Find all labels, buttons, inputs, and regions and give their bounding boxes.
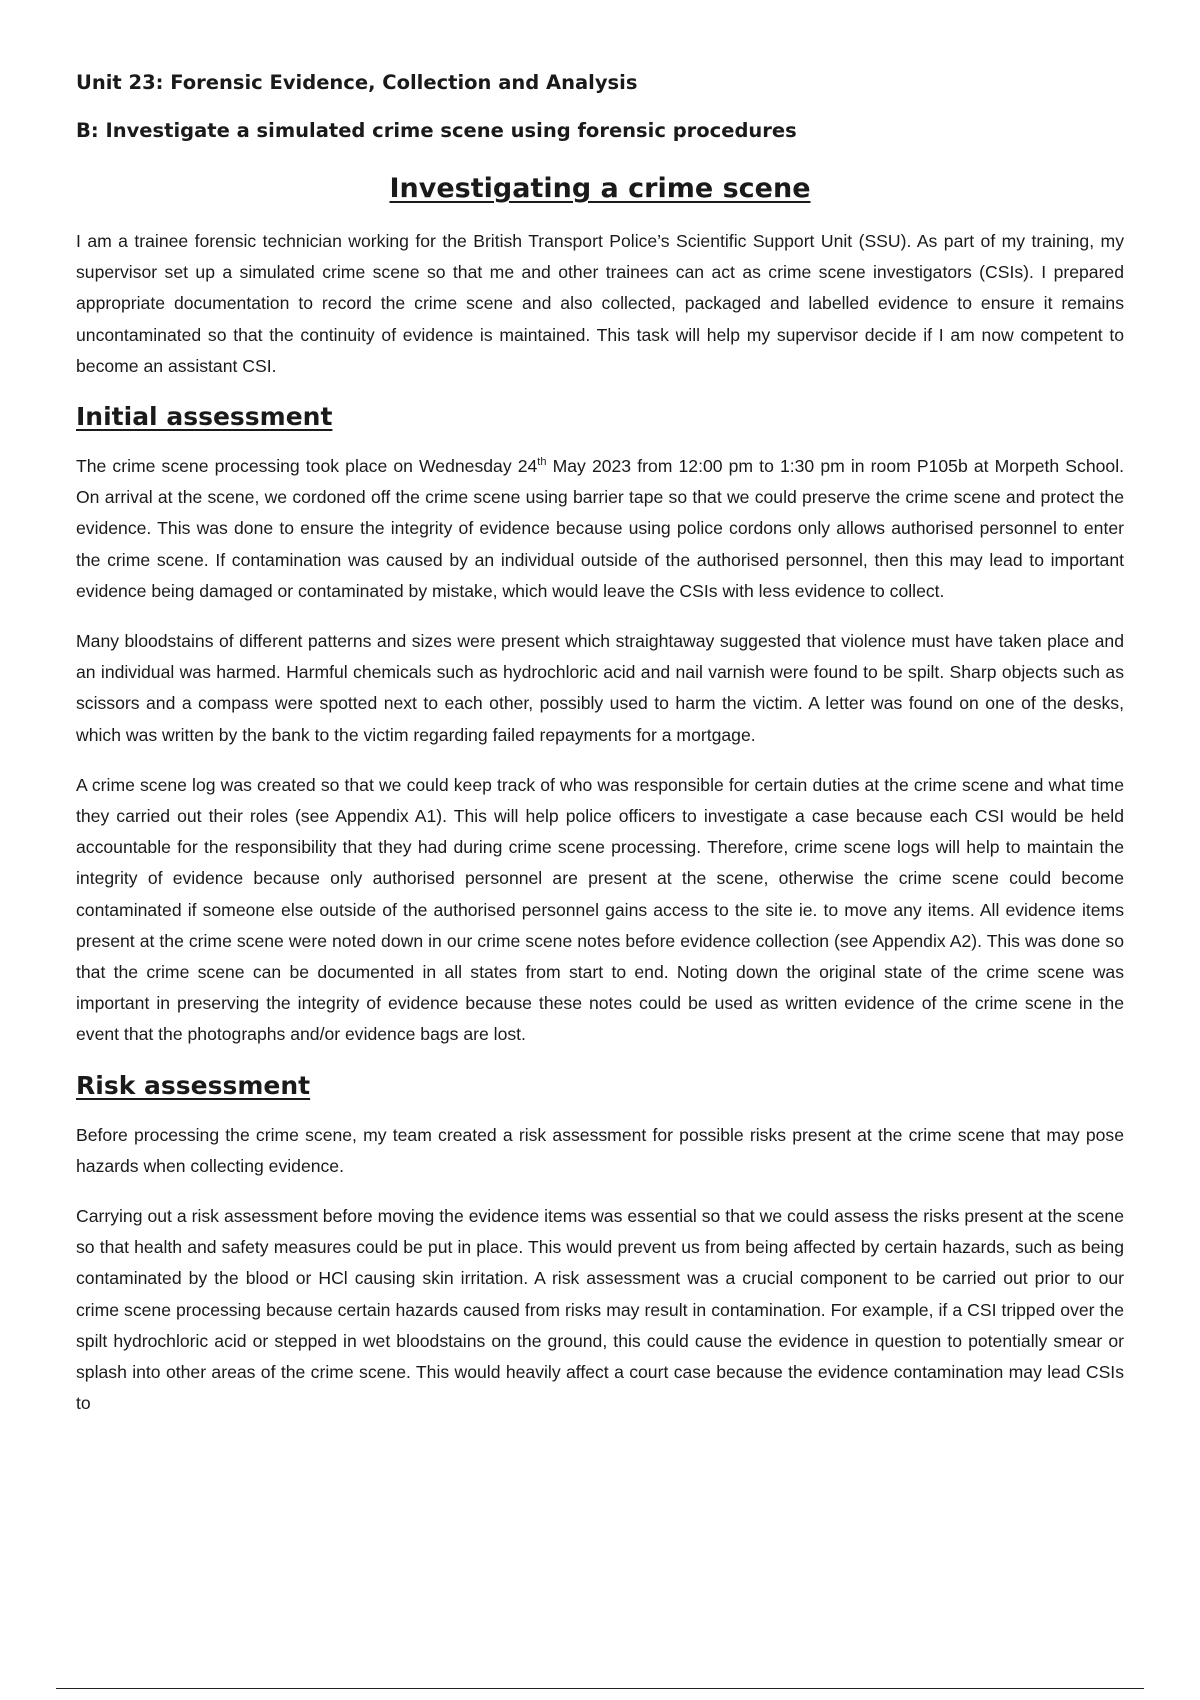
date-text-start: The crime scene processing took place on Wednesday 24 — [76, 456, 538, 477]
task-heading: B: Investigate a simulated crime scene using forensic procedures — [76, 119, 797, 142]
risk-assessment-heading: Risk assessment — [76, 1070, 311, 1100]
initial-assessment-heading: Initial assessment — [76, 402, 333, 432]
unit-heading: Unit 23: Forensic Evidence, Collection and Analysis — [76, 71, 638, 94]
page-title: Investigating a crime scene — [389, 173, 811, 204]
initial-assessment-paragraph-2: Many bloodstains of different patterns and sizes were present which straightaway suggested that violence must have taken place and an individual was harmed. Harmful chemicals such as hydrochloric acid and nail varnish were found to be spilt. Sharp objects such as scissors and a compass were spotted next to each other, possibly used to harm the victim. A letter was found on one of the desks, which was written by the bank to the victim regarding failed repayments for a mortgage. — [76, 631, 1124, 745]
initial-assessment-paragraph-3: A crime scene log was created so that we could keep track of who was responsible for certain duties at the crime scene and what time they carried out their roles (see Appendix A1). This will help police officers to investigate a case because each CSI would be held accountable for the responsibility that they had during crime scene processing. Therefore, crime scene logs will help to maintain the integrity of evidence because only authorised personnel are present at the scene, otherwise the crime scene could become contaminated if someone else outside of the authorised personnel gains access to the site ie. to move any items. All evidence items present at the crime scene were noted down in our crime scene notes before evidence collection (see Appendix A2). This was done so that the crime scene can be documented in all states from start to end. Noting down the original state of the crime scene was important in preserving the integrity of evidence because these notes could be used as written evidence of the crime scene in the event that the photographs and/or evidence bags are lost. — [76, 774, 1124, 1045]
document-page — [76, 70, 1124, 1439]
risk-assessment-paragraph-1: Before processing the crime scene, my team created a risk assessment for possible risks present at the crime scene that may pose hazards when collecting evidence. — [76, 1124, 1124, 1176]
risk-assessment-paragraph-2: Carrying out a risk assessment before moving the evidence items was essential so that we could assess the risks present at the scene so that health and safety measures could be put in place. This would prevent us from being affected by certain hazards, such as being contaminated by the blood or HCl causing skin irritation. A risk assessment was a crucial component to be carried out prior to our crime scene processing because certain hazards caused from risks may result in contamination. For example, if a CSI tripped over the spilt hydrochloric acid or stepped in wet bloodstains on the ground, this could cause the evidence in question to potentially smear or splash into other areas of the crime scene. This would heavily affect a court case because the evidence contamination may lead CSIs to — [76, 1206, 1124, 1414]
initial-assessment-paragraph-1 — [76, 451, 1124, 607]
intro-paragraph: I am a trainee forensic technician working for the British Transport Police’s Scientific Support Unit (SSU). As part of my training, my supervisor set up a simulated crime scene so that me and other trainees can act as crime scene investigators (CSIs). I prepared appropriate documentation to record the crime scene and also collected, packaged and labelled evidence to ensure it remains uncontaminated so that the continuity of evidence is maintained. This task will help my supervisor decide if I am now competent to become an assistant CSI. — [76, 231, 1124, 376]
date-text-rest: May 2023 from 12:00 pm to 1:30 pm in room P105b at Morpeth School. On arrival at the scene, we cordoned off the crime scene using barrier tape so that we could preserve the crime scene and protect the evidence. This was done to ensure the integrity of evidence because using police cordons only allows authorised personnel to enter the crime scene. If contamination was caused by an individual outside of the authorised personnel, then this may lead to important evidence being damaged or contaminated by mistake, which would leave the CSIs with less evidence to collect. — [76, 456, 1124, 601]
footer-divider — [56, 1688, 1144, 1689]
date-ordinal-suffix: th — [537, 456, 547, 469]
